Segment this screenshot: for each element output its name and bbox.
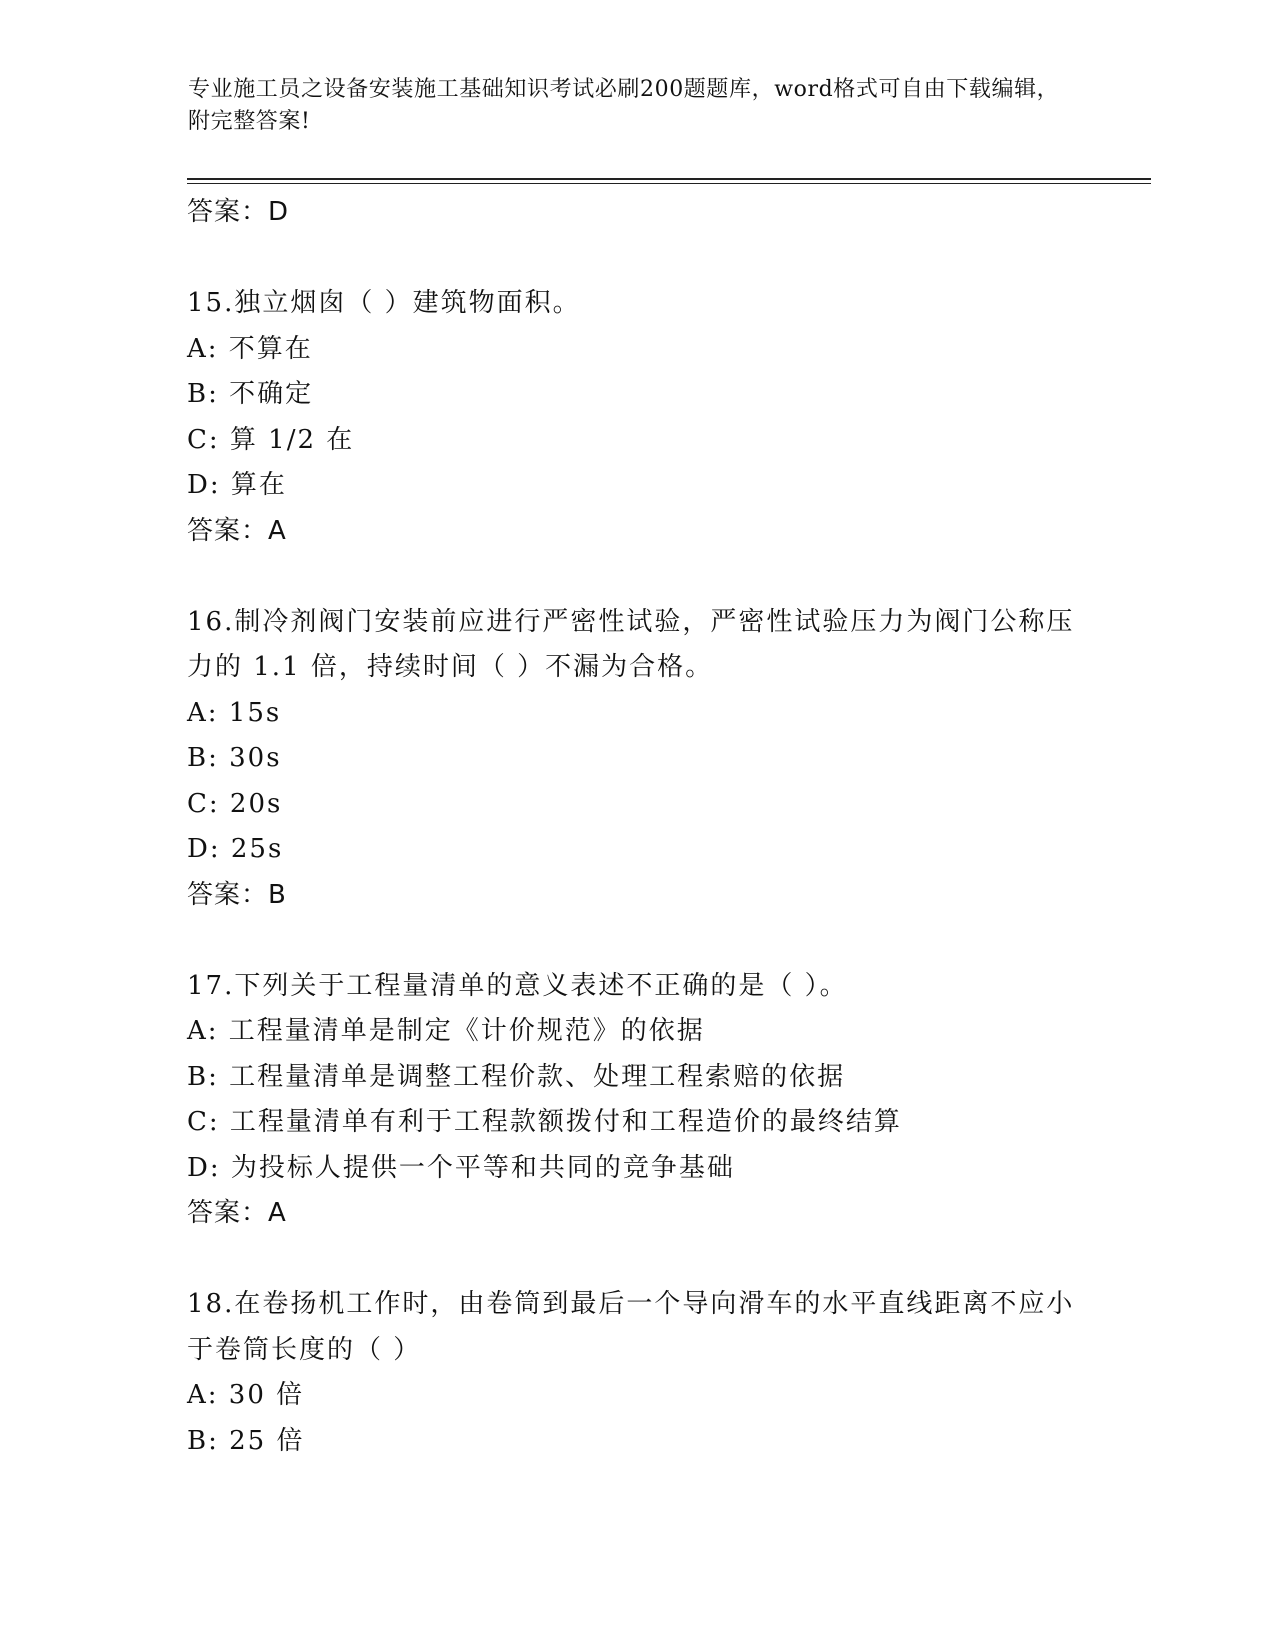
option-b: B: 25 倍	[187, 1425, 305, 1456]
question-18	[187, 1282, 1087, 1464]
option-b: B: 30s	[187, 743, 282, 773]
spacer	[187, 918, 1087, 964]
question-15	[187, 281, 1087, 554]
question-17	[187, 964, 1087, 1237]
question-content	[187, 190, 1087, 1464]
option-d: D: 算在	[187, 470, 287, 500]
question-16	[187, 600, 1087, 919]
question-stem: 17.下列关于工程量清单的意义表述不正确的是（ ）。	[187, 970, 848, 1001]
option-c: C: 算 1/2 在	[187, 424, 355, 455]
question-stem: 16.制冷剂阀门安装前应进行严密性试验，严密性试验压力为阀门公称压力的 1.1 倍，持续时间（ ）不漏为合格。	[187, 606, 1075, 682]
option-d: D: 25s	[187, 834, 284, 864]
option-a: A: 不算在	[187, 333, 313, 364]
header-divider-thick	[187, 178, 1151, 180]
header-divider-thin	[187, 183, 1151, 184]
option-c: C: 20s	[187, 788, 283, 819]
answer-label: 答案：A	[187, 1198, 287, 1228]
option-a: A: 15s	[187, 697, 282, 728]
spacer	[187, 236, 1087, 282]
spacer	[187, 1237, 1087, 1283]
question-stem: 15.独立烟囱（ ）建筑物面积。	[187, 288, 581, 318]
option-b: B: 不确定	[187, 379, 314, 409]
option-c: C: 工程量清单有利于工程款额拨付和工程造价的最终结算	[187, 1107, 902, 1137]
option-d: D: 为投标人提供一个平等和共同的竞争基础	[187, 1152, 735, 1183]
question-stem: 18.在卷扬机工作时，由卷筒到最后一个导向滑车的水平直线距离不应小于卷筒长度的（ ）	[187, 1289, 1075, 1365]
document-header: 专业施工员之设备安装施工基础知识考试必刷200题题库，word格式可自由下载编辑，附完整答案!	[188, 77, 1060, 134]
previous-answer: 答案：D	[187, 197, 290, 227]
option-a: A: 30 倍	[187, 1380, 305, 1410]
answer-label: 答案：B	[187, 879, 287, 910]
answer-label: 答案：A	[187, 515, 287, 546]
option-a: A: 工程量清单是制定《计价规范》的依据	[187, 1016, 705, 1046]
option-b: B: 工程量清单是调整工程价款、处理工程索赔的依据	[187, 1061, 846, 1092]
spacer	[187, 554, 1087, 600]
